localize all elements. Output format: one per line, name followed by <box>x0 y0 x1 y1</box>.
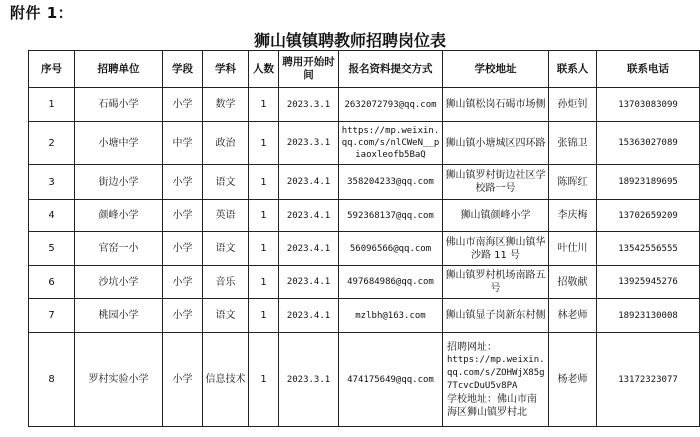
cell-no: 3 <box>29 165 75 200</box>
table-row <box>29 165 700 200</box>
cell-unit: 桃园小学 <box>75 299 163 333</box>
cell-address: 狮山镇颜峰小学 <box>443 200 549 232</box>
table-row <box>29 333 700 427</box>
header-start: 聘用开始时间 <box>279 51 339 88</box>
table-row <box>29 232 700 266</box>
cell-email: mzlbh@163.com <box>339 299 443 333</box>
cell-unit: 石碣小学 <box>75 88 163 122</box>
cell-email: 592368137@qq.com <box>339 200 443 232</box>
cell-stage: 小学 <box>163 266 203 299</box>
header-address: 学校地址 <box>443 51 549 88</box>
cell-phone: 18923130008 <box>597 299 700 333</box>
cell-address: 狮山镇罗村街边社区学校路一号 <box>443 165 549 200</box>
header-email: 报名资料提交方式 <box>339 51 443 88</box>
cell-unit: 罗村实验小学 <box>75 333 163 427</box>
cell-unit: 官窑一小 <box>75 232 163 266</box>
cell-count: 1 <box>249 266 279 299</box>
cell-address: 狮山镇显子岗新东村侧 <box>443 299 549 333</box>
cell-contact: 招敬献 <box>549 266 597 299</box>
cell-contact: 李庆梅 <box>549 200 597 232</box>
table-title: 狮山镇镇聘教师招聘岗位表 <box>253 31 446 50</box>
table-row <box>29 266 700 299</box>
cell-subject: 语文 <box>203 232 249 266</box>
cell-count: 1 <box>249 165 279 200</box>
cell-address: 狮山镇罗村机场南路五号 <box>443 266 549 299</box>
cell-stage: 小学 <box>163 88 203 122</box>
attachment-label: 附件 1： <box>10 4 74 22</box>
cell-stage: 小学 <box>163 200 203 232</box>
header-row <box>29 51 700 88</box>
table-row <box>29 200 700 232</box>
cell-subject: 政治 <box>203 122 249 165</box>
cell-start: 2023.3.1 <box>279 333 339 427</box>
cell-no: 8 <box>29 333 75 427</box>
cell-phone: 13702659209 <box>597 200 700 232</box>
cell-count: 1 <box>249 333 279 427</box>
header-no: 序号 <box>29 51 75 88</box>
cell-address <box>443 333 549 427</box>
cell-count: 1 <box>249 122 279 165</box>
cell-no: 5 <box>29 232 75 266</box>
cell-no: 7 <box>29 299 75 333</box>
table-row <box>29 299 700 333</box>
cell-start: 2023.4.1 <box>279 200 339 232</box>
header-contact: 联系人 <box>549 51 597 88</box>
cell-subject: 音乐 <box>203 266 249 299</box>
recruit-url-label: 招聘网址： <box>447 341 497 353</box>
cell-count: 1 <box>249 88 279 122</box>
cell-email: 56096566@qq.com <box>339 232 443 266</box>
cell-email: 497684986@qq.com <box>339 266 443 299</box>
cell-no: 4 <box>29 200 75 232</box>
header-count: 人数 <box>249 51 279 88</box>
cell-start: 2023.3.1 <box>279 88 339 122</box>
cell-email: 358204233@qq.com <box>339 165 443 200</box>
cell-start: 2023.4.1 <box>279 165 339 200</box>
cell-stage: 小学 <box>163 299 203 333</box>
cell-start: 2023.4.1 <box>279 266 339 299</box>
cell-address: 佛山市南海区狮山镇华沙路 11 号 <box>443 232 549 266</box>
cell-stage: 小学 <box>163 165 203 200</box>
table-row <box>29 122 700 165</box>
cell-contact: 杨老师 <box>549 333 597 427</box>
cell-subject: 信息技术 <box>203 333 249 427</box>
header-subject: 学科 <box>203 51 249 88</box>
recruitment-table <box>28 50 700 427</box>
header-phone: 联系电话 <box>597 51 700 88</box>
cell-email: 474175649@qq.com <box>339 333 443 427</box>
cell-contact: 陈晖红 <box>549 165 597 200</box>
cell-contact: 张锦卫 <box>549 122 597 165</box>
cell-no: 1 <box>29 88 75 122</box>
cell-unit: 颜峰小学 <box>75 200 163 232</box>
cell-address: 狮山镇松岗石碣市场侧 <box>443 88 549 122</box>
cell-start: 2023.4.1 <box>279 299 339 333</box>
cell-stage: 中学 <box>163 122 203 165</box>
cell-count: 1 <box>249 299 279 333</box>
cell-count: 1 <box>249 232 279 266</box>
cell-phone: 13172323077 <box>597 333 700 427</box>
cell-stage: 小学 <box>163 232 203 266</box>
cell-phone: 13703083099 <box>597 88 700 122</box>
cell-subject: 语文 <box>203 165 249 200</box>
cell-start: 2023.3.1 <box>279 122 339 165</box>
cell-phone: 13925945276 <box>597 266 700 299</box>
cell-unit: 街边小学 <box>75 165 163 200</box>
cell-phone: 18923189695 <box>597 165 700 200</box>
cell-phone: 15363027089 <box>597 122 700 165</box>
school-address-text: 学校地址：佛山市南海区狮山镇罗村北 <box>447 393 537 418</box>
cell-subject: 数学 <box>203 88 249 122</box>
cell-phone: 13542556555 <box>597 232 700 266</box>
cell-email: https://mp.weixin.qq.com/s/nlCWeN__piaoxleofb5BaQ <box>339 122 443 165</box>
header-unit: 招聘单位 <box>75 51 163 88</box>
cell-subject: 语文 <box>203 299 249 333</box>
cell-unit: 沙坑小学 <box>75 266 163 299</box>
recruit-url-link[interactable]: https://mp.weixin.qq.com/s/ZOHWjX85g7TcvcDuU5v8PA <box>447 354 545 391</box>
cell-address: 狮山镇小塘城区四环路 <box>443 122 549 165</box>
cell-email: 2632072793@qq.com <box>339 88 443 122</box>
header-stage: 学段 <box>163 51 203 88</box>
cell-contact: 孙炬钊 <box>549 88 597 122</box>
table-row <box>29 88 700 122</box>
cell-start: 2023.4.1 <box>279 232 339 266</box>
cell-subject: 英语 <box>203 200 249 232</box>
cell-unit: 小塘中学 <box>75 122 163 165</box>
cell-contact: 叶仕川 <box>549 232 597 266</box>
cell-contact: 林老师 <box>549 299 597 333</box>
cell-no: 6 <box>29 266 75 299</box>
cell-stage: 小学 <box>163 333 203 427</box>
cell-no: 2 <box>29 122 75 165</box>
cell-count: 1 <box>249 200 279 232</box>
